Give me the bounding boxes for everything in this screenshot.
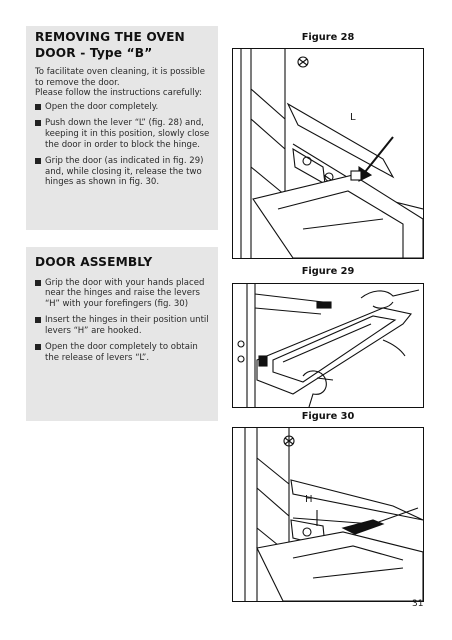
removing-door-panel bbox=[26, 26, 218, 230]
bullet-text: Open the door completely to obtain the release of levers “L”. bbox=[45, 342, 198, 364]
bullet-item bbox=[35, 315, 211, 336]
page-number: 31 bbox=[412, 599, 424, 609]
heading-line-1: REMOVING THE OVEN bbox=[35, 30, 185, 44]
bullet-item bbox=[35, 156, 211, 188]
figure-30-illustration bbox=[232, 427, 424, 602]
bullet-text: Open the door completely. bbox=[45, 101, 159, 112]
bullet-square-icon bbox=[35, 104, 41, 110]
bullet-item bbox=[35, 342, 211, 363]
bullet-text: Grip the door (as indicated in fig. 29) and, while closing it, release the two hinges as shown in fig. 30. bbox=[45, 156, 204, 188]
figure-caption: Figure 28 bbox=[301, 32, 355, 43]
bullet-square-icon bbox=[35, 120, 41, 126]
bullet-square-icon bbox=[35, 317, 41, 323]
lever-label: L bbox=[350, 112, 356, 123]
section-heading bbox=[35, 26, 211, 61]
bullet-square-icon bbox=[35, 280, 41, 286]
bullet-text: Insert the hinges in their position until levers “H” are hooked. bbox=[45, 315, 209, 336]
bullet-text: Grip the door with your hands placed near the hinges and raise the levers “H” with your forefingers (fig. 30) bbox=[45, 277, 205, 309]
instruction-text: Please follow the instructions carefully: bbox=[35, 88, 202, 99]
bullet-item bbox=[35, 278, 211, 310]
bullet-item bbox=[35, 102, 211, 113]
bullet-item bbox=[35, 118, 211, 150]
bullet-square-icon bbox=[35, 344, 41, 350]
bullet-text: Push down the lever “L” (fig. 28) and, keeping it in this position, slowly close the door in order to block the hinge. bbox=[45, 118, 210, 150]
bullet-square-icon bbox=[35, 158, 41, 164]
intro-text: To facilitate oven cleaning, it is possible to remove the door. bbox=[35, 67, 205, 88]
figure-29-illustration bbox=[232, 283, 424, 408]
lever-h-label: H bbox=[305, 494, 313, 505]
figure-caption: Figure 30 bbox=[301, 411, 355, 422]
section-heading: DOOR ASSEMBLY bbox=[35, 255, 153, 269]
figure-28-illustration bbox=[232, 48, 424, 259]
figure-caption: Figure 29 bbox=[301, 266, 355, 277]
door-assembly-panel bbox=[26, 247, 218, 421]
heading-line-2: DOOR - Type “B” bbox=[35, 45, 153, 60]
